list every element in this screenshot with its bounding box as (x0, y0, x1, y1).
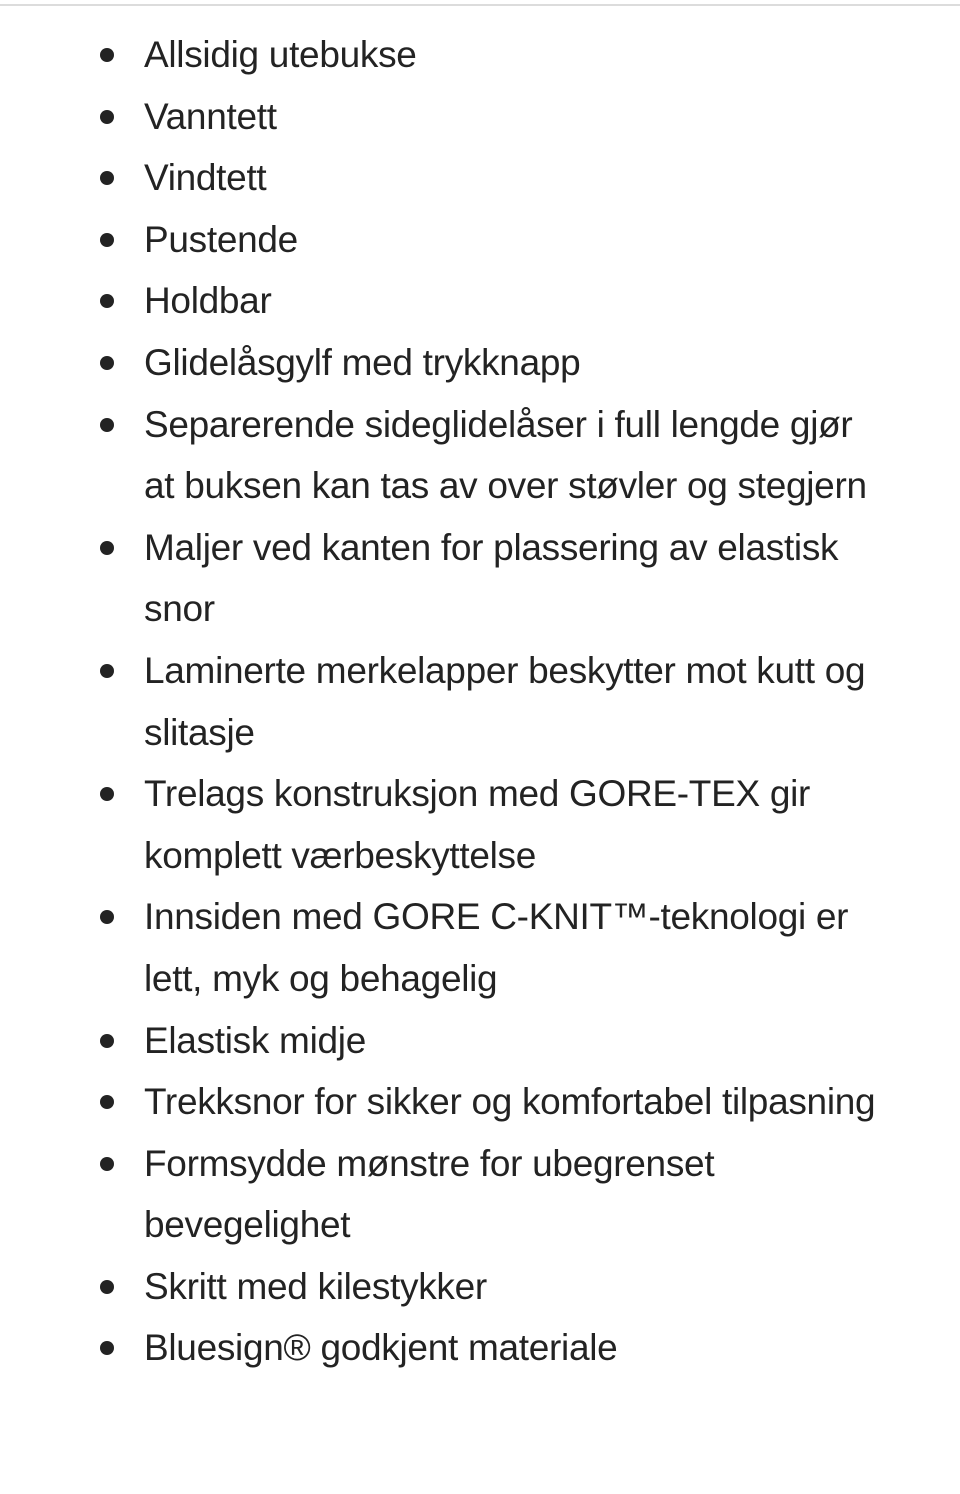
list-item (0, 1133, 960, 1256)
bullet-icon (100, 910, 114, 924)
list-item (0, 1256, 960, 1318)
list-item-text: Innsiden med GORE C-KNIT™-teknologi er lett, myk og behagelig (144, 896, 849, 999)
list-item-text: Bluesign® godkjent materiale (144, 1327, 618, 1369)
list-item (0, 24, 960, 86)
list-item-text: Maljer ved kanten for plassering av elastisk snor (144, 526, 839, 630)
list-item-text: Laminerte merkelapper beskytter mot kutt og slitasje (144, 649, 866, 753)
list-item (0, 147, 960, 209)
bullet-icon (100, 356, 114, 370)
feature-list (0, 24, 960, 1379)
list-item-text: Separerende sideglidelåser i full lengde gjør at buksen kan tas av over støvler og stegjern (144, 403, 867, 507)
list-item (0, 763, 960, 886)
bullet-icon (100, 110, 114, 124)
list-item (0, 332, 960, 394)
list-item-text: Glidelåsgylf med trykknapp (144, 341, 581, 383)
bullet-icon (100, 418, 114, 432)
bullet-icon (100, 233, 114, 247)
list-item-text: Elastisk midje (144, 1019, 366, 1061)
list-item (0, 86, 960, 148)
list-item (0, 270, 960, 332)
list-item-text: Formsydde mønstre for ubegrenset bevegelighet (144, 1142, 715, 1246)
list-item-text: Allsidig utebukse (144, 34, 417, 75)
list-item-text: Pustende (144, 218, 298, 260)
list-item (0, 1010, 960, 1072)
list-item (0, 209, 960, 271)
list-item-text: Trekksnor for sikker og komfortabel tilpasning (144, 1081, 876, 1123)
list-item (0, 886, 960, 1009)
bullet-icon (100, 1280, 114, 1294)
list-item (0, 640, 960, 763)
top-divider (0, 4, 960, 6)
list-item-text: Vindtett (144, 157, 267, 199)
bullet-icon (100, 541, 114, 555)
list-item-text: Vanntett (144, 95, 277, 137)
list-item-text: Holdbar (144, 280, 272, 322)
list-item (0, 1317, 960, 1379)
list-item (0, 394, 960, 517)
bullet-icon (100, 787, 114, 801)
bullet-icon (100, 1341, 114, 1355)
bullet-icon (100, 1157, 114, 1171)
bullet-icon (100, 1034, 114, 1048)
list-item (0, 517, 960, 640)
list-item (0, 1071, 960, 1133)
bullet-icon (100, 1095, 114, 1109)
bullet-icon (100, 48, 114, 62)
bullet-icon (100, 294, 114, 308)
list-item-text: Trelags konstruksjon med GORE-TEX gir komplett værbeskyttelse (144, 773, 811, 876)
bullet-icon (100, 664, 114, 678)
list-item-text: Skritt med kilestykker (144, 1265, 487, 1307)
bullet-icon (100, 171, 114, 185)
